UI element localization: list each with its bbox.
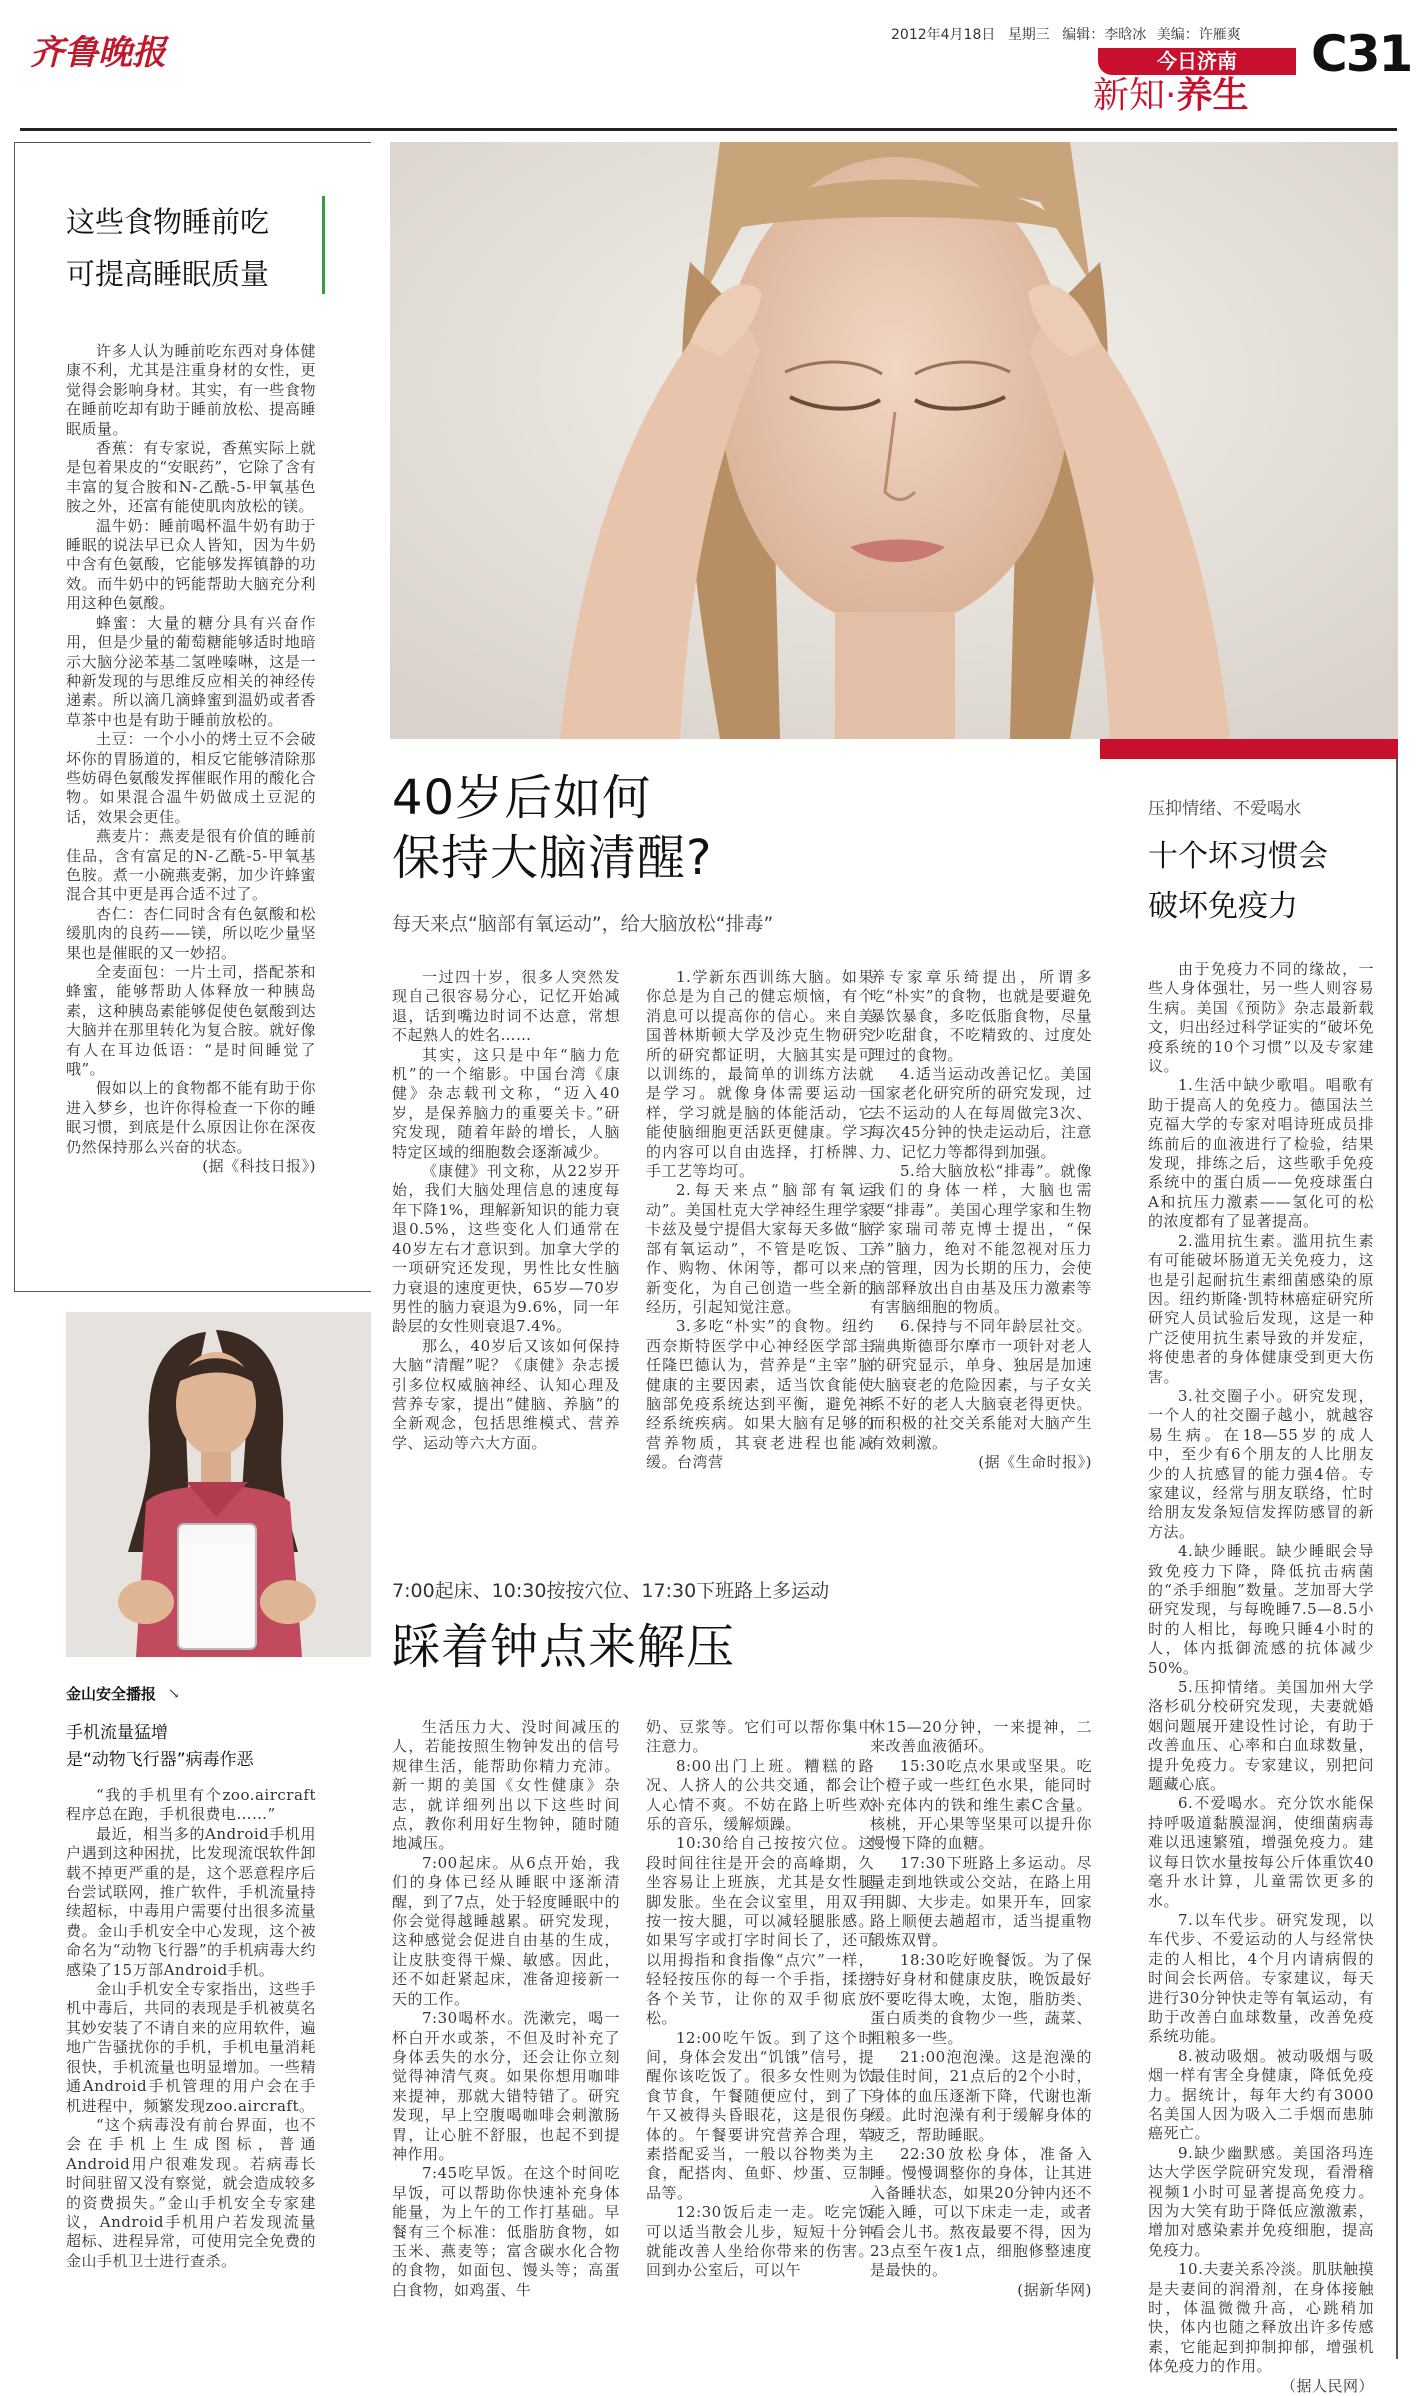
left-para: 蜂蜜：大量的糖分具有兴奋作用，但是少量的葡萄糖能够适时地暗示大脑分泌苯基二氢唑嗪啉，这是一种新发现的与思维反应相关的神经传递素。所以滴几滴蜂蜜到温奶或者香草茶中也是有助于睡前放松的。 bbox=[66, 613, 316, 729]
section-tag: 今日济南 bbox=[1098, 48, 1296, 75]
bottom-para: 22:30放松身体，准备入睡。慢慢调整你的身体，让其进入备睡状态，如果20分钟内还不能入睡，可以下床走一走，或者看会儿书。熬夜最要不得，因为23点至午夜1点，细胞修整速度是最快的。 bbox=[870, 2144, 1092, 2280]
left-para: 土豆：一个小小的烤土豆不会破坏你的胃肠道的，相反它能够清除那些妨碍色氨酸发挥催眠作用的酸化合物。如果混合温牛奶做成土豆泥的话，效果会更佳。 bbox=[66, 730, 316, 826]
left-source: (据《科技日报》) bbox=[202, 1157, 316, 1176]
bottom-para: 12:00吃午饭。到了这个时间，身体会发出“饥饿”信号，提醒你该吃饭了。很多女性则为饮食节食，午餐随便应付，到了下午又被得头昏眼花，这是很伤身体的。午餐要讲究营养合理，荤素搭配妥当，一般以谷物类为主食，配搭肉、鱼虾、炒蛋、豆制品等。 bbox=[646, 2028, 874, 2202]
main-para: 其实，这只是中年“脑力危机”的一个缩影。中国台湾《康健》杂志载刊文称，“迈入40岁，是保养脑力的重要关卡。”研究发现，随着年龄的增长，人脑特定区域的细胞数会逐渐减少。 bbox=[392, 1045, 620, 1161]
main-col-3 bbox=[870, 968, 1092, 1472]
bottom-col-1 bbox=[392, 1718, 620, 2358]
right-title-line1: 十个坏习惯会 bbox=[1148, 839, 1328, 874]
milk-photo bbox=[66, 1312, 371, 1657]
header-rule bbox=[20, 128, 1397, 131]
main-para: 5.给大脑放松“排毒”。就像我们的身体一样，大脑也需要“排毒”。美国心理学家和生物学家瑞司蒂克博士提出，“保养”脑力，绝对不能忽视对压力的管理，因为长期的压力，会使脑部释放出自由基及压力激素等有害脑细胞的物质。 bbox=[870, 1162, 1092, 1316]
bottom-article-title: 踩着钟点来解压 bbox=[392, 1619, 736, 1675]
left-article-title bbox=[66, 196, 269, 300]
left-para: 温牛奶：睡前喝杯温牛奶有助于睡眠的说法早已众人皆知，因为牛奶中含有色氨酸，它能够发挥镇静的功效。而牛奶中的钙能帮助大脑充分利用这种色氨酸。 bbox=[66, 516, 316, 613]
right-para: 4.缺少睡眠。缺少睡眠会导致免疫力下降，降低抗击病菌的“杀手细胞”数量。芝加哥大学研究发现，与每晚睡7.5—8.5小时的人相比，每晚只睡4小时的人，体内抵御流感的抗体减少50%。 bbox=[1148, 1542, 1374, 1677]
main-para: 一过四十岁，很多人突然发现自己很容易分心，记忆开始减退，话到嘴边时词不达意，常想不起熟人的姓名…… bbox=[392, 968, 620, 1045]
bottom-para: 生活压力大、没时间减压的人，若能按照生物钟发出的信号规律生活，能帮助你精力充沛。新一期的美国《女性健康》杂志，就详细列出以下这些时间点，教你利用好生物钟，随时随地减压。 bbox=[392, 1718, 620, 1853]
bottom-col-3 bbox=[870, 1718, 1092, 2358]
bottom-para: 10:30给自己按按穴位。这段时间往往是开会的高峰期，久坐容易让上班族，尤其是女性腿脚发胀。坐在会议室里，用双手按一按大腿，可以减轻腿胀感。如果写字或打字时间长了，还可以用拇指和食指像“点穴”一样，轻轻按压你的每一个手指，揉搓各个关节，让你的双手彻底放松。 bbox=[646, 1834, 874, 2028]
small-para: “这个病毒没有前台界面，也不会在手机上生成图标，普通Android用户很难发现。若病毒长时间驻留又没有察觉，就会造成较多的资费损失。”金山手机安全专家建议，Android手机用户若发现流量超标、进程异常，可使用完全免费的金山手机卫士进行查杀。 bbox=[66, 2115, 316, 2270]
main-para: 4.适当运动改善记忆。美国国家老化研究所的研究发现，过去不运动的人在每周做完3次、每次45分钟的快走运动后，注意力、记忆力等都得到加强。 bbox=[870, 1065, 1092, 1161]
masthead-logo bbox=[30, 28, 166, 73]
small-article-title bbox=[66, 1720, 254, 1774]
right-article-kicker: 压抑情绪、不爱喝水 bbox=[1148, 799, 1301, 819]
right-article-body bbox=[1148, 960, 1374, 2395]
small-article-body bbox=[66, 1786, 316, 2356]
right-para: 1.生活中缺少歌唱。唱歌有助于提高人的免疫力。德国法兰克福大学的专家对唱诗班成员排练前后的血液进行了检验，结果发现，排练之后，这些歌手免疫系统中的蛋白质——免疫球蛋白A和抗压力激素——氢化可的松的浓度都有了显著提高。 bbox=[1148, 1076, 1374, 1231]
right-title-line2: 破坏免疫力 bbox=[1148, 889, 1298, 924]
left-para: 杏仁：杏仁同时含有色氨酸和松缓肌肉的良药——镁，所以吃少量坚果也是催眠的又一妙招。 bbox=[66, 904, 316, 962]
headache-photo bbox=[390, 142, 1398, 739]
section-name bbox=[1093, 76, 1248, 116]
left-para: 香蕉：有专家说，香蕉实际上就是包着果皮的“安眠药”，它除了含有丰富的复合胺和N-乙酰-5-甲氧基色胺之外，还富有能使肌肉放松的镁。 bbox=[66, 439, 316, 516]
bottom-para: 7:30喝杯水。洗漱完，喝一杯白开水或茶，不但及时补充了身体丢失的水分，还会让你立刻觉得神清气爽。如果你想用咖啡来提神，那就大错特错了。研究发现，早上空腹喝咖啡会刺激肠胃，让心脏不舒服，也起不到提神作用。 bbox=[392, 2009, 620, 2163]
small-title-line2: 是“动物飞行器”病毒作恶 bbox=[66, 1750, 254, 1770]
right-para: 9.缺少幽默感。美国洛玛连达大学医学院研究发现，看滑稽视频1小时可显著提高免疫力。因为大笑有助于降低应激激素，增加对感染素并免疫细胞，提高免疫力。 bbox=[1148, 2143, 1374, 2259]
left-title-rule bbox=[322, 196, 325, 294]
bottom-para: 8:00出门上班。糟糕的路况、人挤人的公共交通，都会让人心情不爽。不妨在路上听些欢乐的音乐，缓解烦躁。 bbox=[646, 1756, 874, 1834]
small-article-column: 金山安全播报 bbox=[66, 1685, 157, 1703]
small-para: 最近，相当多的Android手机用户遇到这种困扰，比发现流氓软件卸载不掉更严重的是，这个恶意程序后台尝试联网，推广软件，手机流量持续超标，中毒用户需要付出很多流量费。金山手机安全中心发现，这个被命名为“动物飞行器”的手机病毒大约感染了15万部Android手机。 bbox=[66, 1824, 316, 1979]
bottom-para: 7:45吃早饭。在这个时间吃早饭，可以帮助你快速补充身体能量，为上午的工作打基础。早餐有三个标准：低脂肪食物，如玉米、燕麦等；富含碳水化合物的食物，如面包、馒头等；高蛋白食物，如鸡蛋、牛 bbox=[392, 2164, 620, 2299]
left-para: 全麦面包：一片土司，搭配茶和蜂蜜，能够帮助人体释放一种胰岛素，这种胰岛素能够促使色氨酸到达大脑并在那里转化为复合胺。就好像有人在耳边低语：“是时间睡觉了哦”。 bbox=[66, 963, 316, 1079]
main-para: 6.保持与不同年龄层社交。瑞典斯德哥尔摩市一项针对老人的研究显示，单身、独居是加速大脑衰老的危险因素，与子女关系不好的老人大脑衰老得更快。而积极的社交关系能对大脑产生有效刺激。 bbox=[870, 1317, 1092, 1452]
main-para: 2.每天来点“脑部有氧运动”。美国杜克大学神经生理学家卡兹及曼宁提倡大家每天多做“脑部有氧运动”，不管是吃饭、工作、购物、休闲等，都可以来点新变化，为自己创造一些全新的经历，引起知觉注意。 bbox=[646, 1181, 874, 1316]
masthead-logo-mark bbox=[30, 28, 166, 73]
left-article-body bbox=[66, 342, 316, 1272]
bottom-para: 18:30吃好晚餐饭。为了保持好身材和健康皮肤，晚饭最好不要吃得太晚，太饱，脂肪类、蛋白质类的食物少一些，蔬菜、粗粮多一些。 bbox=[870, 1950, 1092, 2047]
right-para: 3.社交圈子小。研究发现，一个人的社交圈子越小，就越容易生病。在18—55岁的成人中，至少有6个朋友的人比朋友少的人抗感冒的能力强4倍。专家建议，经常与朋友联络，忙时给朋友发条短信发挥防感冒的新方法。 bbox=[1148, 1386, 1374, 1541]
bottom-article-subtitle: 7:00起床、10:30按按穴位、17:30下班路上多运动 bbox=[392, 1580, 830, 1602]
main-title-line2: 保持大脑清醒? bbox=[392, 830, 713, 886]
right-para: 2.滥用抗生素。滥用抗生素有可能破坏肠道无关免疫力，这也是引起耐抗生素细菌感染的原因。纽约斯隆·凯特林癌症研究所研究人员试验后发现，这是一种广泛使用抗生素导致的并发症，将使患者的身体健康受到更大伤害。 bbox=[1148, 1231, 1374, 1386]
main-col-2 bbox=[646, 968, 874, 1472]
red-bar bbox=[1100, 739, 1398, 759]
bottom-para: 21:00泡泡澡。这是泡澡的最佳时间，21点后的2个小时，身体的血压逐渐下降，代谢也渐缓。此时泡澡有利于缓解身体的疲乏，帮助睡眠。 bbox=[870, 2047, 1092, 2144]
right-para: 6.不爱喝水。充分饮水能保持呼吸道黏膜湿润，使细菌病毒难以迅速繁殖，增强免疫力。建议每日饮水量按每公斤体重饮40毫升水计算，儿童需饮更多的水。 bbox=[1148, 1794, 1374, 1910]
main-para: 3.多吃“朴实”的食物。纽约西奈斯特医学中心神经医学部主任隆巴德认为，营养是“主宰”脑健康的主要因素，适当饮食能使脑部免疫系统达到平衡，避免神经系统疾病。如果大脑有足够的营养物质，其衰老进程也能减缓。台湾营 bbox=[646, 1317, 874, 1472]
bottom-para: 17:30下班路上多运动。尽量走到地铁或公交站，在路上用用脚、大步走。如果开车，回家路上顺便去趟超市，适当提重物锻炼双臂。 bbox=[870, 1853, 1092, 1950]
main-title-line1: 40岁后如何 bbox=[392, 770, 652, 826]
right-para: 由于免疫力不同的缘故，一些人身体强壮，另一些人则容易生病。美国《预防》杂志最新载文，归出经过科学证实的“破坏免疫系统的10个习惯”以及专家建议。 bbox=[1148, 960, 1374, 1076]
section-name-b: 养生 bbox=[1176, 75, 1249, 116]
main-col-1 bbox=[392, 968, 620, 1452]
bottom-para: 奶、豆浆等。它们可以帮你集中注意力。 bbox=[646, 1718, 874, 1756]
main-source: (据《生命时报》) bbox=[978, 1453, 1092, 1472]
page-code: C31 bbox=[1311, 25, 1412, 83]
left-title-line2: 可提高睡眠质量 bbox=[66, 257, 270, 291]
right-para: 7.以车代步。研究发现，以车代步、不爱运动的人与经常快走的人相比，4个月内请病假的时间会长两倍。专家建议，每天进行30分钟快走等有氧运动，有助于改善白血球数量，改善免疫系统功能。 bbox=[1148, 1910, 1374, 2046]
right-para: 8.被动吸烟。被动吸烟与吸烟一样有害全身健康，降低免疫力。据统计，每年大约有3000名美国人因为吸入二手烟而患肺癌死亡。 bbox=[1148, 2046, 1374, 2143]
svg-text:齐鲁晚报: 齐鲁晚报 bbox=[30, 33, 166, 73]
woman-headache-illustration bbox=[390, 142, 1398, 739]
small-para: “我的手机里有个zoo.aircraft程序总在跑，手机很费电……” bbox=[66, 1786, 316, 1824]
bottom-para: 15:30吃点水果或坚果。吃个橙子或一些红色水果，能同时补充体内的铁和维生素C含量。核桃，开心果等坚果可以提升你慢慢下降的血糖。 bbox=[870, 1756, 1092, 1853]
bottom-para: 7:00起床。从6点开始，我们的身体已经从睡眠中逐渐清醒，到了7点，处于轻度睡眠中的你会觉得越睡越累。研究发现，这种感觉会促进自由基的生成，让皮肤变得干燥、敏感。因此，还不如赶紧起床，准备迎接新一天的工作。 bbox=[392, 1853, 620, 2008]
right-source: （据人民网） bbox=[1280, 2376, 1374, 2395]
right-article-title bbox=[1148, 832, 1328, 932]
bottom-col-2 bbox=[646, 1718, 874, 2358]
bottom-source: (据新华网) bbox=[1017, 2280, 1092, 2299]
main-para: 那么，40岁后又该如何保持大脑“清醒”呢？《康健》杂志援引多位权威脑神经、认知心理及营养专家，提出“健脑、养脑”的全新观念，包括思维模式、营养学、运动等六大方面。 bbox=[392, 1336, 620, 1452]
right-para: 10.夫妻关系冷淡。肌肤触摸是夫妻间的润滑剂，在身体接触时，体温微微升高，心跳稍加快，体内也随之释放出许多传感素，它能起到抑制抑郁，增强机体免疫力的作用。 bbox=[1148, 2260, 1374, 2376]
left-para: 许多人认为睡前吃东西对身体健康不利，尤其是注重身材的女性，更觉得会影响身材。其实，有一些食物在睡前吃却有助于睡前放松、提高睡眠质量。 bbox=[66, 342, 316, 438]
weekday: 星期三 bbox=[1007, 27, 1050, 43]
main-para: 养专家章乐绮提出，所谓多吃“朴实”的食物，也就是要避免暴饮暴食，多吃低脂食物，尽量少吃甜食，不吃精致的、过度处理过的食物。 bbox=[870, 968, 1092, 1064]
designer: 美编：许雁爽 bbox=[1156, 27, 1241, 43]
right-para: 5.压抑情绪。美国加州大学洛杉矶分校研究发现，夫妻就婚姻问题展开建设性讨论，有助于改善血压、心率和白血球数量，提升免疫力。专家建议，别把问题藏心底。 bbox=[1148, 1678, 1374, 1794]
main-para: 《康健》刊文称，从22岁开始，我们大脑处理信息的速度每年下降1%，理解新知识的能力衰退0.5%，这些变化人们通常在40岁左右才意识到。加拿大学的一项研究还发现，男性比女性脑力衰退的速度更快，65岁—70岁男性的脑力衰退为9.6%，同一年龄层的女性则衰退7.4%。 bbox=[392, 1162, 620, 1336]
small-para: 金山手机安全专家指出，这些手机中毒后，共同的表现是手机被莫名其妙安装了不请自来的应用软件，遍地广告骚扰你的手机，手机电量消耗很快，手机流量也明显增加。一些精通Android手机管理的用户会在手机进程中，频繁发现zoo.aircraft。 bbox=[66, 1980, 316, 2115]
small-title-line1: 手机流量猛增 bbox=[66, 1723, 168, 1743]
left-para: 燕麦片：燕麦是很有价值的睡前佳品，含有富足的N-乙酰-5-甲氧基色胺。煮一小碗燕麦粥，加少许蜂蜜混合其中更是再合适不过了。 bbox=[66, 827, 316, 904]
bottom-para: 12:30饭后走一走。吃完饭可以适当散会儿步，短短十分钟就能改善人坐给你带来的伤害。回到办公室后，可以午 bbox=[646, 2203, 874, 2280]
bottom-para: 休15—20分钟，一来提神，二来改善血液循环。 bbox=[870, 1718, 1092, 1756]
header-info bbox=[891, 24, 1241, 44]
editor: 编辑：李晗冰 bbox=[1062, 27, 1147, 43]
section-name-a: 新知· bbox=[1093, 75, 1177, 116]
main-article-title bbox=[392, 768, 712, 888]
woman-milk-illustration bbox=[66, 1312, 371, 1657]
left-para: 假如以上的食物都不能有助于你进入梦乡，也许你得检查一下你的睡眠习惯，到底是什么原因让你在深夜仍然保持那么兴奋的状态。 bbox=[66, 1079, 316, 1156]
small-article-arrow-icon: ↘ bbox=[168, 1686, 180, 1702]
main-article-subtitle: 每天来点“脑部有氧运动”，给大脑放松“排毒” bbox=[392, 913, 774, 935]
main-para: 1.学新东西训练大脑。如果你总是为自己的健忘烦恼，有个消息可以提高你的信心。来自美国普林斯顿大学及沙克生物研究所的研究都证明，大脑其实是可以训练的，最简单的训练方法就是学习。就像身体需要运动一样，学习就是脑的体能活动，它能使脑细胞更活跃更健康。学习的内容可以自由选择，打桥牌、手工艺等均可。 bbox=[646, 968, 874, 1181]
left-title-line1: 这些食物睡前吃 bbox=[66, 205, 270, 239]
date: 2012年4月18日 bbox=[891, 27, 996, 43]
